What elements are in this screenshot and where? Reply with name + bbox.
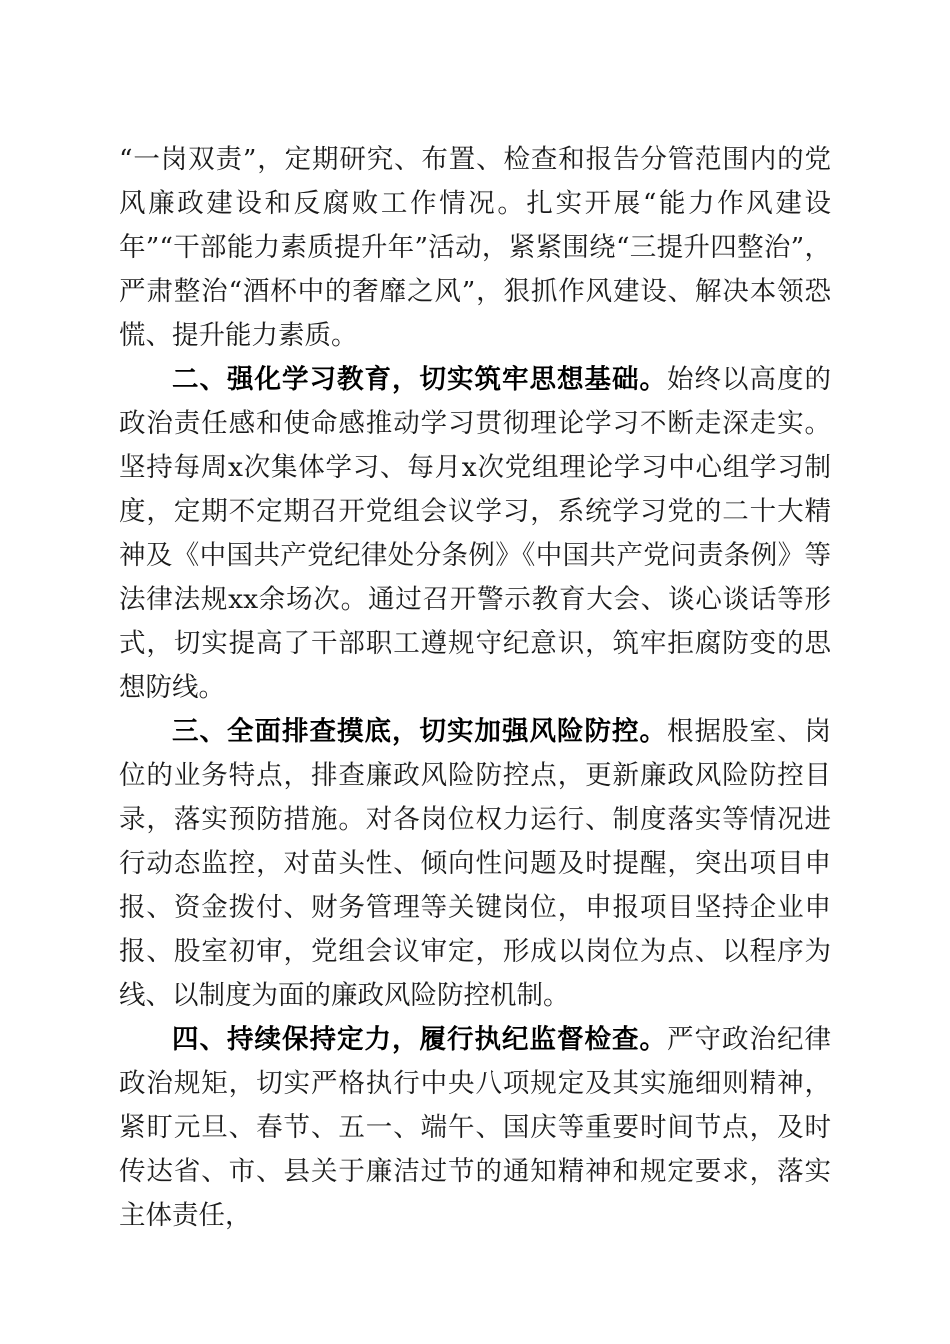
section-heading: 二、强化学习教育，切实筑牢思想基础。 — [172, 364, 667, 395]
paragraph-body: 严守政治纪律政治规矩，切实严格执行中央八项规定及其实施细则精神，紧盯元旦、春节、五一、端午、国庆等重要时间节点，及时传达省、市、县关于廉洁过节的通知精神和规定要求，落实主体责任， — [119, 1024, 831, 1231]
paragraph-section-4 — [119, 1018, 831, 1238]
section-heading: 四、持续保持定力，履行执纪监督检查。 — [172, 1024, 667, 1055]
paragraph-section-2 — [119, 358, 831, 710]
paragraph-body: 始终以高度的政治责任感和使命感推动学习贯彻理论学习不断走深走实。坚持每周x次集体学习、每月x次党组理论学习中心组学习制度，定期不定期召开党组会议学习，系统学习党的二十大精神及《中国共产党纪律处分条例》《中国共产党问责条例》等法律法规xx余场次。通过召开警示教育大会、谈心谈话等形式，切实提高了干部职工遵规守纪意识，筑牢拒腐防变的思想防线。 — [119, 364, 831, 703]
document-body — [119, 138, 831, 1238]
paragraph-continuation — [119, 138, 831, 358]
section-heading: 三、全面排查摸底，切实加强风险防控。 — [172, 716, 667, 747]
paragraph-section-3 — [119, 710, 831, 1018]
paragraph-body: “一岗双责”，定期研究、布置、检查和报告分管范围内的党风廉政建设和反腐败工作情况。扎实开展“能力作风建设年”“干部能力素质提升年”活动，紧紧围绕“三提升四整治”，严肃整治“酒杯中的奢靡之风”，狠抓作风建设、解决本领恐慌、提升能力素质。 — [119, 144, 831, 351]
paragraph-body: 根据股室、岗位的业务特点，排查廉政风险防控点，更新廉政风险防控目录，落实预防措施。对各岗位权力运行、制度落实等情况进行动态监控，对苗头性、倾向性问题及时提醒，突出项目申报、资金拨付、财务管理等关键岗位，申报项目坚持企业申报、股室初审，党组会议审定，形成以岗位为点、以程序为线、以制度为面的廉政风险防控机制。 — [119, 716, 831, 1011]
